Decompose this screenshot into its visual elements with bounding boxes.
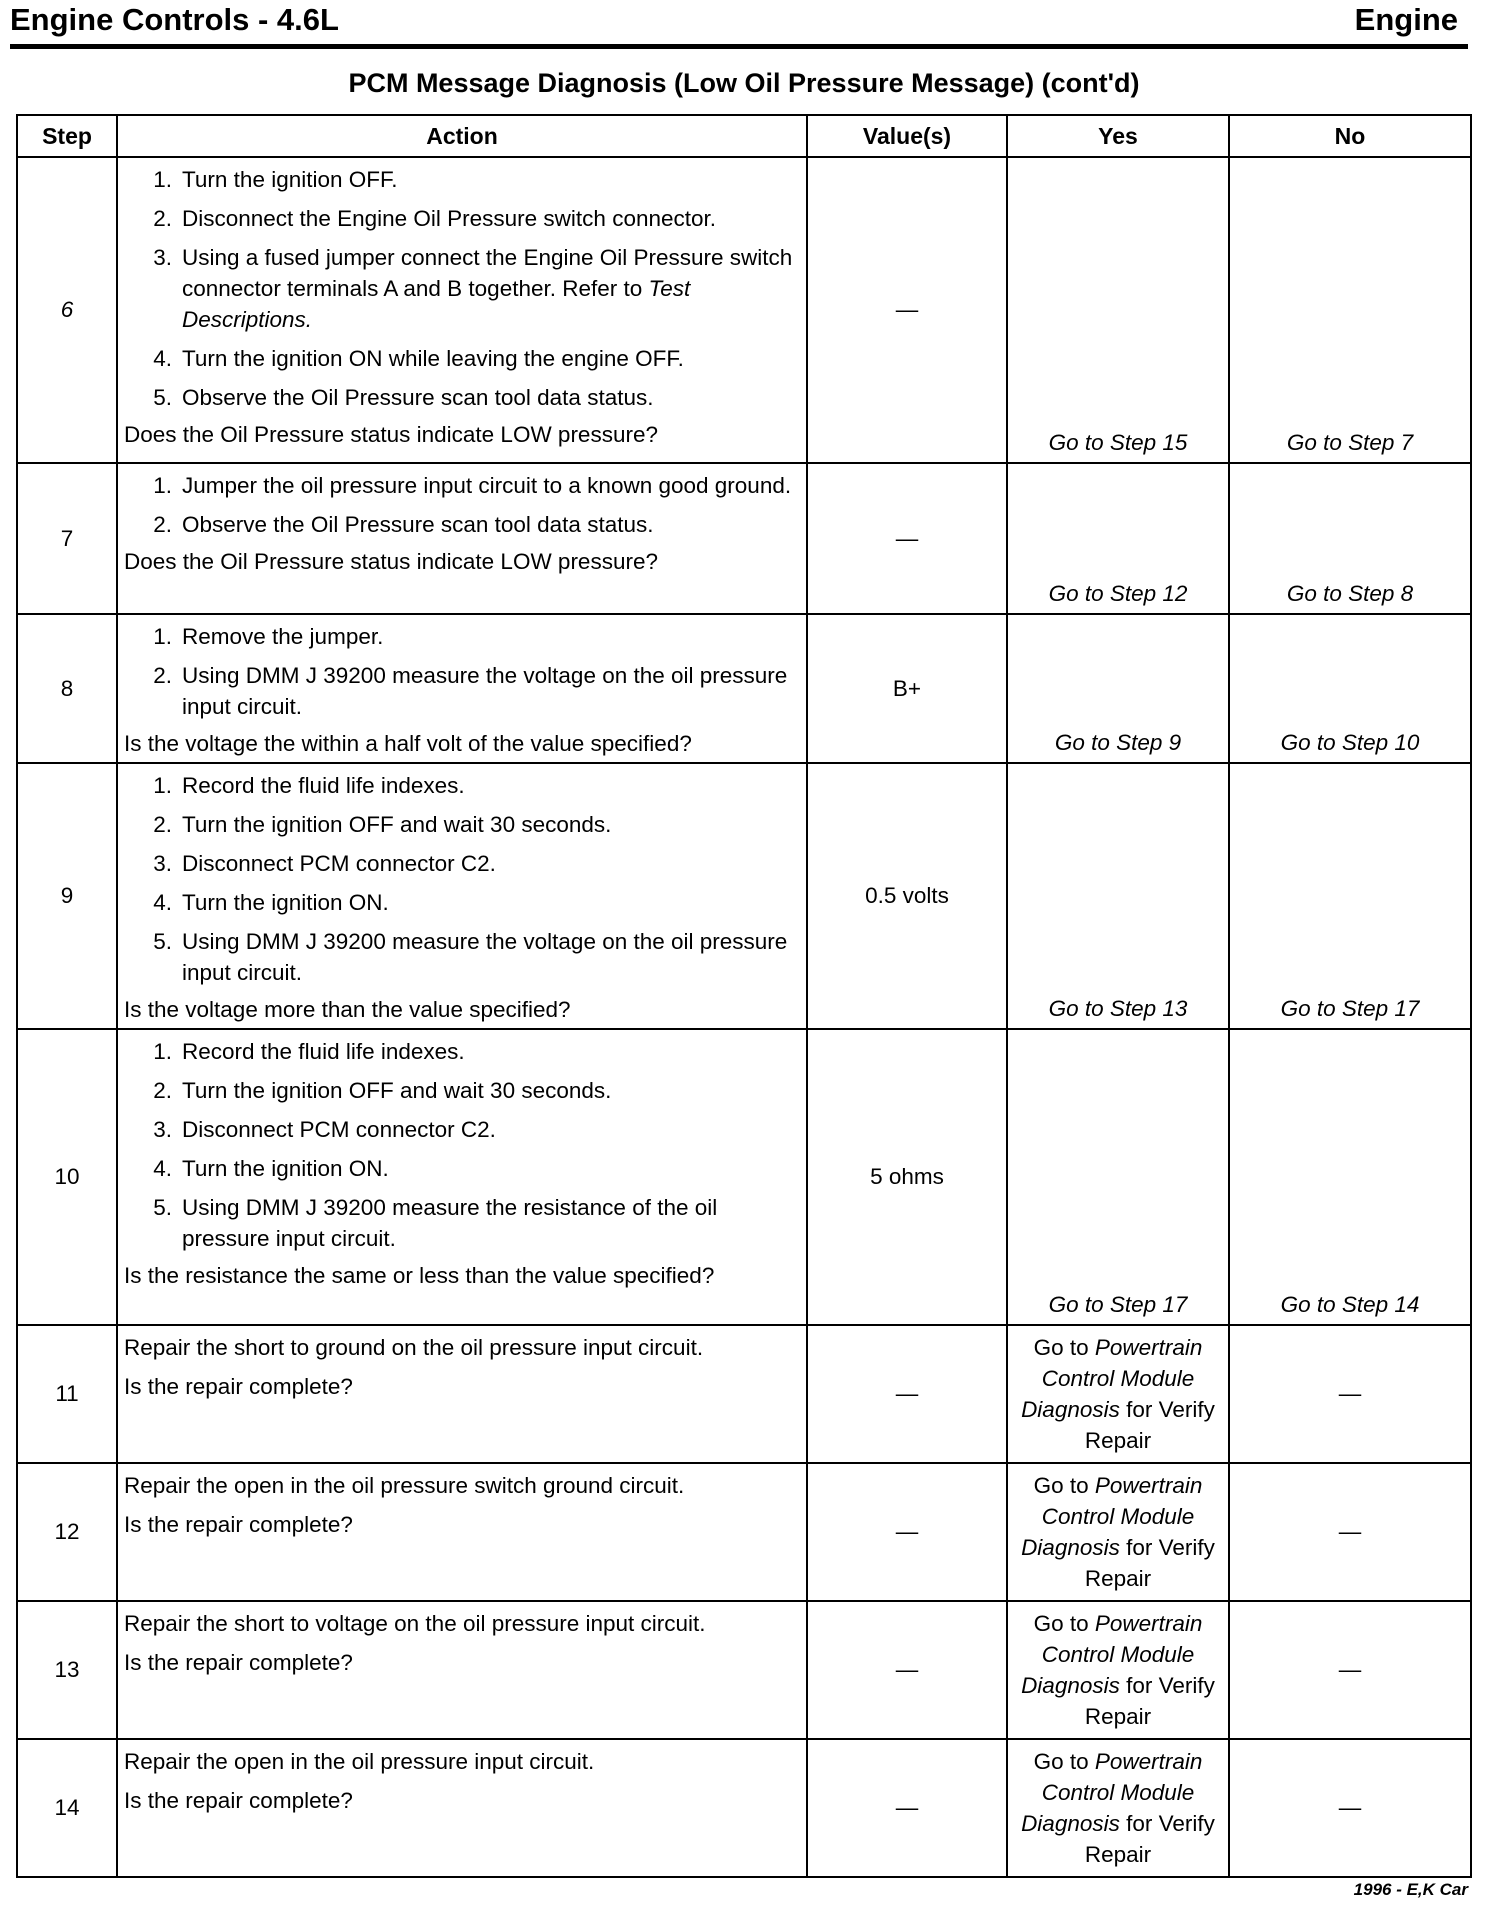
action-item: 4. Turn the ignition ON. — [153, 1156, 389, 1181]
action-item: 2. Observe the Oil Pressure scan tool data status. — [153, 512, 654, 537]
action-question: Is the repair complete? — [124, 1650, 353, 1675]
action-cell — [117, 463, 807, 614]
action-cell — [117, 763, 807, 1029]
step-number: 7 — [17, 463, 117, 614]
section-title: Engine Controls - 4.6L — [10, 2, 339, 37]
action-question: Is the voltage more than the value specified? — [124, 997, 571, 1022]
chapter-title: Engine — [1354, 2, 1458, 37]
reference-link-text: Powertrain Control Module Diagnosis — [1021, 1611, 1203, 1698]
no-cell: Go to Step 10 — [1229, 614, 1471, 763]
value-cell: — — [807, 1325, 1007, 1463]
action-item: 5. Using DMM J 39200 measure the resistance of the oil pressure input circuit. — [153, 1195, 718, 1251]
yes-cell: Go to Powertrain Control Module Diagnosis for Verify Repair — [1007, 1463, 1229, 1601]
action-item: 3. Using a fused jumper connect the Engine Oil Pressure switch connector terminals A and B together. Refer to Test Descriptions. — [153, 245, 793, 332]
action-question: Is the voltage the within a half volt of the value specified? — [124, 731, 692, 756]
table-row — [17, 1325, 1471, 1463]
action-question: Is the repair complete? — [124, 1374, 353, 1399]
no-cell: — — [1229, 1739, 1471, 1877]
action-item: 1. Jumper the oil pressure input circuit to a known good ground. — [153, 473, 792, 498]
step-number: 8 — [17, 614, 117, 763]
table-row — [17, 763, 1471, 1029]
no-cell: Go to Step 8 — [1229, 463, 1471, 614]
yes-cell: Go to Powertrain Control Module Diagnosis for Verify Repair — [1007, 1325, 1229, 1463]
action-question: Does the Oil Pressure status indicate LOW pressure? — [124, 422, 658, 447]
value-cell: — — [807, 1739, 1007, 1877]
yes-cell: Go to Step 17 — [1007, 1029, 1229, 1325]
action-item: 1. Record the fluid life indexes. — [153, 773, 465, 798]
step-number: 14 — [17, 1739, 117, 1877]
step-number: 13 — [17, 1601, 117, 1739]
table-row — [17, 157, 1471, 463]
no-cell: Go to Step 17 — [1229, 763, 1471, 1029]
repair-instruction: Repair the short to voltage on the oil pressure input circuit. — [124, 1611, 706, 1636]
action-question: Is the repair complete? — [124, 1788, 353, 1813]
column-header-yes: Yes — [1007, 115, 1229, 157]
yes-cell: Go to Powertrain Control Module Diagnosis for Verify Repair — [1007, 1739, 1229, 1877]
table-row — [17, 1029, 1471, 1325]
column-header-no: No — [1229, 115, 1471, 157]
value-cell: — — [807, 1601, 1007, 1739]
action-cell — [117, 1601, 807, 1739]
repair-instruction: Repair the open in the oil pressure switch ground circuit. — [124, 1473, 685, 1498]
action-cell — [117, 1739, 807, 1877]
action-item: 2. Disconnect the Engine Oil Pressure switch connector. — [153, 206, 717, 231]
step-number: 9 — [17, 763, 117, 1029]
yes-cell: Go to Step 15 — [1007, 157, 1229, 463]
table-row — [17, 463, 1471, 614]
action-item: 3. Disconnect PCM connector C2. — [153, 1117, 496, 1142]
action-item: 5. Using DMM J 39200 measure the voltage on the oil pressure input circuit. — [153, 929, 788, 985]
action-cell — [117, 1463, 807, 1601]
yes-cell: Go to Step 13 — [1007, 763, 1229, 1029]
no-cell: Go to Step 7 — [1229, 157, 1471, 463]
action-item: 5. Observe the Oil Pressure scan tool data status. — [153, 385, 654, 410]
action-question: Is the resistance the same or less than the value specified? — [124, 1263, 715, 1288]
action-cell — [117, 1325, 807, 1463]
step-number: 12 — [17, 1463, 117, 1601]
repair-instruction: Repair the short to ground on the oil pressure input circuit. — [124, 1335, 704, 1360]
step-number: 10 — [17, 1029, 117, 1325]
table-row — [17, 1601, 1471, 1739]
diagnosis-table — [16, 114, 1472, 1878]
action-item: 2. Using DMM J 39200 measure the voltage on the oil pressure input circuit. — [153, 663, 788, 719]
action-item: 2. Turn the ignition OFF and wait 30 seconds. — [153, 1078, 612, 1103]
action-cell — [117, 614, 807, 763]
no-cell: — — [1229, 1463, 1471, 1601]
action-cell — [117, 157, 807, 463]
value-cell: — — [807, 1463, 1007, 1601]
action-question: Is the repair complete? — [124, 1512, 353, 1537]
action-item: 1. Record the fluid life indexes. — [153, 1039, 465, 1064]
reference-link-text: Powertrain Control Module Diagnosis — [1021, 1473, 1203, 1560]
value-cell: B+ — [807, 614, 1007, 763]
yes-cell: Go to Step 9 — [1007, 614, 1229, 763]
reference-link-text: Powertrain Control Module Diagnosis — [1021, 1335, 1203, 1422]
page-footer: 1996 - E,K Car — [1353, 1880, 1468, 1899]
action-cell — [117, 1029, 807, 1325]
action-item: 3. Disconnect PCM connector C2. — [153, 851, 496, 876]
reference-link-text: Powertrain Control Module Diagnosis — [1021, 1749, 1203, 1836]
no-cell: — — [1229, 1601, 1471, 1739]
column-header-values: Value(s) — [807, 115, 1007, 157]
no-cell: Go to Step 14 — [1229, 1029, 1471, 1325]
action-item: 1. Turn the ignition OFF. — [153, 167, 398, 192]
repair-instruction: Repair the open in the oil pressure input circuit. — [124, 1749, 595, 1774]
action-item: 4. Turn the ignition ON. — [153, 890, 389, 915]
no-cell: — — [1229, 1325, 1471, 1463]
step-number: 11 — [17, 1325, 117, 1463]
table-row — [17, 1739, 1471, 1877]
value-cell: — — [807, 463, 1007, 614]
table-row — [17, 614, 1471, 763]
yes-cell: Go to Powertrain Control Module Diagnosis for Verify Repair — [1007, 1601, 1229, 1739]
yes-cell: Go to Step 12 — [1007, 463, 1229, 614]
column-header-action: Action — [117, 115, 807, 157]
value-cell: 0.5 volts — [807, 763, 1007, 1029]
step-number: 6 — [17, 157, 117, 463]
column-header-step: Step — [17, 115, 117, 157]
action-item: 2. Turn the ignition OFF and wait 30 seconds. — [153, 812, 612, 837]
table-header-row — [17, 115, 1471, 157]
action-item: 1. Remove the jumper. — [153, 624, 384, 649]
action-question: Does the Oil Pressure status indicate LOW pressure? — [124, 549, 658, 574]
value-cell: 5 ohms — [807, 1029, 1007, 1325]
value-cell: — — [807, 157, 1007, 463]
table-title: PCM Message Diagnosis (Low Oil Pressure Message) (cont'd) — [348, 68, 1140, 98]
header-rule — [10, 44, 1468, 49]
action-item: 4. Turn the ignition ON while leaving the engine OFF. — [153, 346, 684, 371]
table-row — [17, 1463, 1471, 1601]
